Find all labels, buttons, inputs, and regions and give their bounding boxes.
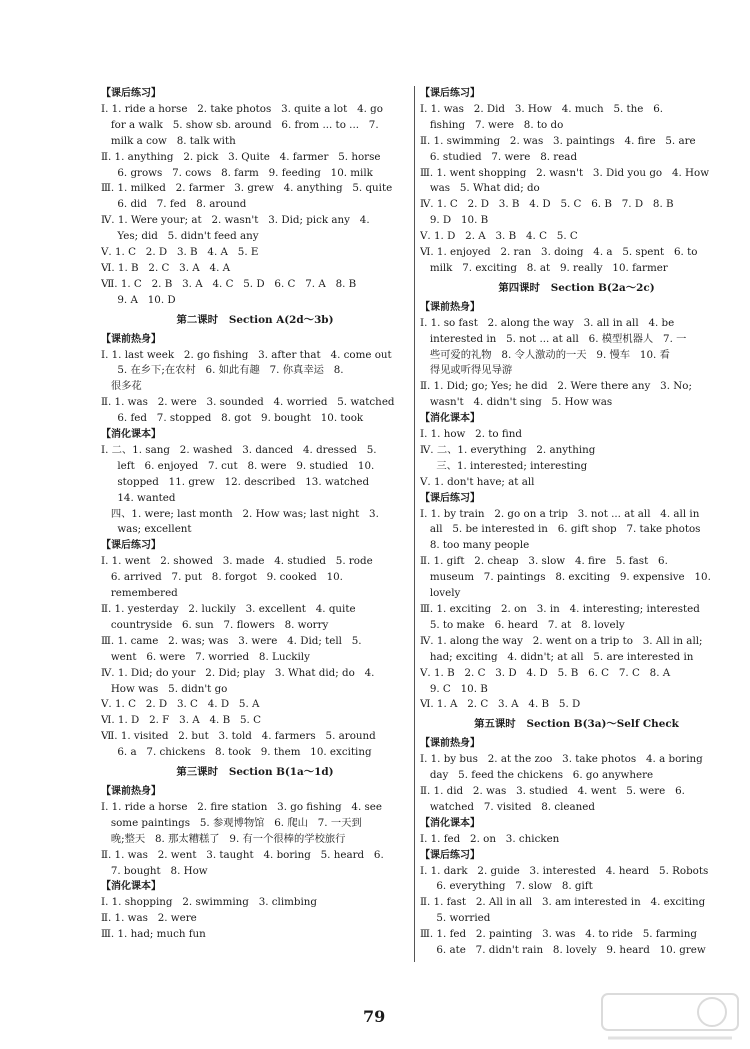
right-answer-line: 5. to make 6. heard 7. at 8. lovely: [420, 618, 625, 631]
right-answer-line: 8. too many people: [420, 539, 530, 552]
left-answer-line: Ⅰ. 1. went 2. showed 3. made 4. studied 5. rode: [101, 555, 373, 568]
left-answer-line: for a walk 5. show sb. around 6. from ... to ... 7.: [101, 118, 379, 131]
left-answer-line: 7. bought 8. How: [101, 864, 208, 877]
right-answer-line: 6. studied 7. were 8. read: [420, 150, 578, 163]
left-answer-line: was; excellent: [101, 523, 192, 536]
left-answer-line: Ⅵ. 1. D 2. F 3. A 4. B 5. C: [101, 714, 261, 727]
right-answer-line: Ⅴ. 1. B 2. C 3. D 4. D 5. B 6. C 7. C 8. A: [420, 666, 671, 679]
left-answer-line: milk a cow 8. talk with: [101, 134, 236, 147]
right-answer-line: Ⅳ. 1. along the way 2. went on a trip to 3. All in all;: [420, 634, 703, 647]
left-answer-line: went 6. were 7. worried 8. Luckily: [101, 650, 310, 663]
right-answer-line: Ⅱ. 1. swimming 2. was 3. paintings 4. fire 5. are: [420, 134, 696, 147]
left-answer-line: Ⅱ. 1. anything 2. pick 3. Quite 4. farmer 5. horse: [101, 150, 381, 163]
right-answer-line: watched 7. visited 8. cleaned: [420, 800, 595, 813]
right-answer-line: Ⅰ. 1. fed 2. on 3. chicken: [420, 832, 560, 845]
page-number: 79: [363, 1007, 386, 1026]
right-answer-line: Ⅰ. 1. dark 2. guide 3. interested 4. heard 5. Robots: [420, 864, 709, 877]
right-answer-line: Ⅰ. 1. how 2. to find: [420, 428, 522, 441]
left-section-tag: 【消化课本】: [101, 429, 161, 441]
right-lesson-heading: 第四课时 Section B(2a～2c): [498, 281, 655, 294]
left-column: [101, 86, 409, 943]
right-section-tag: 【消化课本】: [420, 413, 480, 425]
right-answer-line: Ⅴ. 1. D 2. A 3. B 4. C 5. C: [420, 230, 578, 243]
left-answer-line: left 6. enjoyed 7. cut 8. were 9. studied 10.: [101, 459, 375, 472]
right-answer-line: milk 7. exciting 8. at 9. really 10. farmer: [420, 261, 668, 274]
left-answer-line: Ⅲ. 1. had; much fun: [101, 928, 206, 941]
left-answer-line: Ⅰ. 1. ride a horse 2. fire station 3. go fishing 4. see: [101, 800, 382, 813]
right-answer-line: 6. ate 7. didn't rain 8. lovely 9. heard 10. grew: [420, 944, 706, 957]
left-answer-line: Ⅱ. 1. yesterday 2. luckily 3. excellent 4. quite: [101, 603, 356, 615]
left-answer-line: Ⅰ. 1. ride a horse 2. take photos 3. quite a lot 4. go: [101, 102, 383, 115]
left-answer-line: remembered: [101, 587, 178, 600]
right-answer-line: Ⅱ. 1. Did; go; Yes; he did 2. Were there any 3. No;: [420, 380, 692, 393]
right-answer-line: was 5. What did; do: [420, 182, 540, 195]
right-answer-line: Ⅰ. 1. by train 2. go on a trip 3. not ... at all 4. all in: [420, 507, 700, 520]
left-answer-line: 晚;整天 8. 那太糟糕了 9. 有一个很棒的学校旅行: [101, 832, 346, 845]
left-answer-line: Ⅱ. 1. was 2. were 3. sounded 4. worried 5. watched: [101, 396, 395, 409]
left-answer-line: Ⅲ. 1. came 2. was; was 3. were 4. Did; tell 5.: [101, 634, 362, 647]
right-answer-line: Ⅴ. 1. don't have; at all: [420, 475, 535, 488]
left-answer-line: 14. wanted: [101, 491, 176, 504]
left-answer-line: Ⅰ. 1. shopping 2. swimming 3. climbing: [101, 896, 318, 909]
watermark-logo: [600, 990, 740, 1045]
right-answer-line: Ⅵ. 1. A 2. C 3. A 4. B 5. D: [420, 698, 581, 711]
left-section-tag: 【课前热身】: [101, 785, 161, 797]
left-answer-line: Ⅴ. 1. C 2. D 3. B 4. A 5. E: [101, 246, 259, 259]
right-answer-line: Ⅲ. 1. fed 2. painting 3. was 4. to ride 5. farming: [420, 928, 697, 941]
left-answer-line: some paintings 5. 参观博物馆 6. 爬山 7. 一天到: [101, 816, 362, 829]
right-answer-line: 三、1. interested; interesting: [420, 459, 588, 472]
right-answer-line: 得见或听得见导游: [420, 364, 513, 377]
left-answer-line: How was 5. didn't go: [101, 682, 228, 695]
right-answer-line: 9. C 10. B: [420, 682, 488, 695]
left-answer-line: Ⅱ. 1. was 2. were: [101, 912, 197, 925]
right-answer-line: museum 7. paintings 8. exciting 9. expensive 10.: [420, 571, 711, 584]
right-answer-line: Ⅳ. 二、1. everything 2. anything: [420, 443, 596, 456]
left-section-tag: 【课后练习】: [101, 88, 161, 99]
left-answer-line: 6. did 7. fed 8. around: [101, 198, 247, 211]
left-answer-line: 6. a 7. chickens 8. took 9. them 10. exciting: [101, 746, 372, 759]
left-answer-line: Ⅴ. 1. C 2. D 3. C 4. D 5. A: [101, 698, 260, 711]
left-answer-line: 很多花: [101, 380, 142, 393]
left-answer-line: countryside 6. sun 7. flowers 8. worry: [101, 618, 329, 631]
right-answer-line: had; exciting 4. didn't; at all 5. are interested in: [420, 650, 694, 663]
left-answer-line: Ⅰ. 1. last week 2. go fishing 3. after that 4. come out: [101, 348, 392, 361]
left-answer-line: 6. fed 7. stopped 8. got 9. bought 10. took: [101, 412, 364, 425]
right-answer-line: Ⅰ. 1. by bus 2. at the zoo 3. take photos 4. a boring: [420, 753, 703, 766]
left-answer-line: Ⅵ. 1. B 2. C 3. A 4. A: [101, 261, 231, 274]
right-answer-line: fishing 7. were 8. to do: [420, 118, 564, 131]
right-section-tag: 【课后练习】: [420, 88, 480, 99]
right-answer-line: Ⅲ. 1. exciting 2. on 3. in 4. interesting; interested: [420, 603, 700, 615]
left-answer-line: Ⅲ. 1. milked 2. farmer 3. grew 4. anything 5. quite: [101, 182, 393, 195]
right-answer-line: 9. D 10. B: [420, 214, 489, 227]
right-answer-line: day 5. feed the chickens 6. go anywhere: [420, 769, 654, 782]
right-answer-line: Ⅲ. 1. went shopping 2. wasn't 3. Did you go 4. How: [420, 166, 710, 179]
column-divider: [414, 86, 415, 962]
left-answer-line: Ⅳ. 1. Were your; at 2. wasn't 3. Did; pick any 4.: [101, 214, 370, 227]
right-answer-line: Ⅱ. 1. fast 2. All in all 3. am interested in 4. exciting: [420, 896, 706, 909]
left-lesson-heading: 第三课时 Section B(1a～1d): [176, 766, 334, 779]
right-answer-line: 6. everything 7. slow 8. gift: [420, 880, 593, 893]
left-answer-line: Ⅶ. 1. C 2. B 3. A 4. C 5. D 6. C 7. A 8. B: [101, 277, 357, 290]
left-answer-line: stopped 11. grew 12. described 13. watched: [101, 475, 370, 488]
right-lesson-heading: 第五课时 Section B(3a)～Self Check: [474, 718, 679, 731]
left-answer-line: Ⅰ. 二、1. sang 2. washed 3. danced 4. dressed 5.: [101, 443, 377, 456]
left-answer-line: Ⅶ. 1. visited 2. but 3. told 4. farmers 5. around: [101, 730, 376, 743]
left-answer-line: Ⅱ. 1. was 2. went 3. taught 4. boring 5. heard 6.: [101, 848, 384, 861]
right-section-tag: 【课后练习】: [420, 849, 480, 861]
left-section-tag: 【课后练习】: [101, 540, 161, 552]
right-section-tag: 【课前热身】: [420, 738, 480, 750]
right-answer-line: 5. worried: [420, 912, 491, 925]
left-lesson-heading: 第二课时 Section A(2d～3b): [176, 313, 334, 326]
left-section-tag: 【课前热身】: [101, 333, 161, 345]
right-answer-line: 些可爱的礼物 8. 令人激动的一天 9. 慢车 10. 看: [420, 348, 670, 361]
right-answer-line: interested in 5. not ... at all 6. 模型机器人 7. 一: [420, 332, 687, 345]
left-answer-line: Ⅳ. 1. Did; do your 2. Did; play 3. What did; do 4.: [101, 666, 375, 679]
right-answer-line: Ⅱ. 1. gift 2. cheap 3. slow 4. fire 5. fast 6.: [420, 555, 668, 568]
left-answer-line: 6. grows 7. cows 8. farm 9. feeding 10. milk: [101, 166, 373, 179]
right-answer-line: Ⅰ. 1. was 2. Did 3. How 4. much 5. the 6.: [420, 102, 664, 115]
right-answer-line: Ⅳ. 1. C 2. D 3. B 4. D 5. C 6. B 7. D 8. B: [420, 198, 674, 211]
left-answer-line: Yes; did 5. didn't feed any: [101, 230, 259, 243]
right-answer-line: lovely: [420, 587, 461, 600]
right-column: [420, 86, 733, 959]
right-answer-line: Ⅱ. 1. did 2. was 3. studied 4. went 5. were 6.: [420, 784, 685, 797]
left-answer-line: 5. 在乡下;在农村 6. 如此有趣 7. 你真幸运 8.: [101, 364, 344, 377]
left-section-tag: 【消化课本】: [101, 881, 161, 893]
left-answer-line: 9. A 10. D: [101, 293, 176, 306]
right-answer-line: wasn't 4. didn't sing 5. How was: [420, 396, 613, 409]
right-section-tag: 【课后练习】: [420, 492, 480, 504]
right-answer-line: all 5. be interested in 6. gift shop 7. take photos: [420, 523, 701, 536]
right-answer-line: Ⅵ. 1. enjoyed 2. ran 3. doing 4. a 5. spent 6. to: [420, 246, 698, 259]
left-answer-line: 6. arrived 7. put 8. forgot 9. cooked 10.: [101, 571, 343, 584]
left-answer-line: 四、1. were; last month 2. How was; last night 3.: [101, 507, 379, 520]
right-answer-line: Ⅰ. 1. so fast 2. along the way 3. all in all 4. be: [420, 316, 675, 329]
right-section-tag: 【消化课本】: [420, 817, 480, 829]
right-section-tag: 【课前热身】: [420, 301, 480, 313]
